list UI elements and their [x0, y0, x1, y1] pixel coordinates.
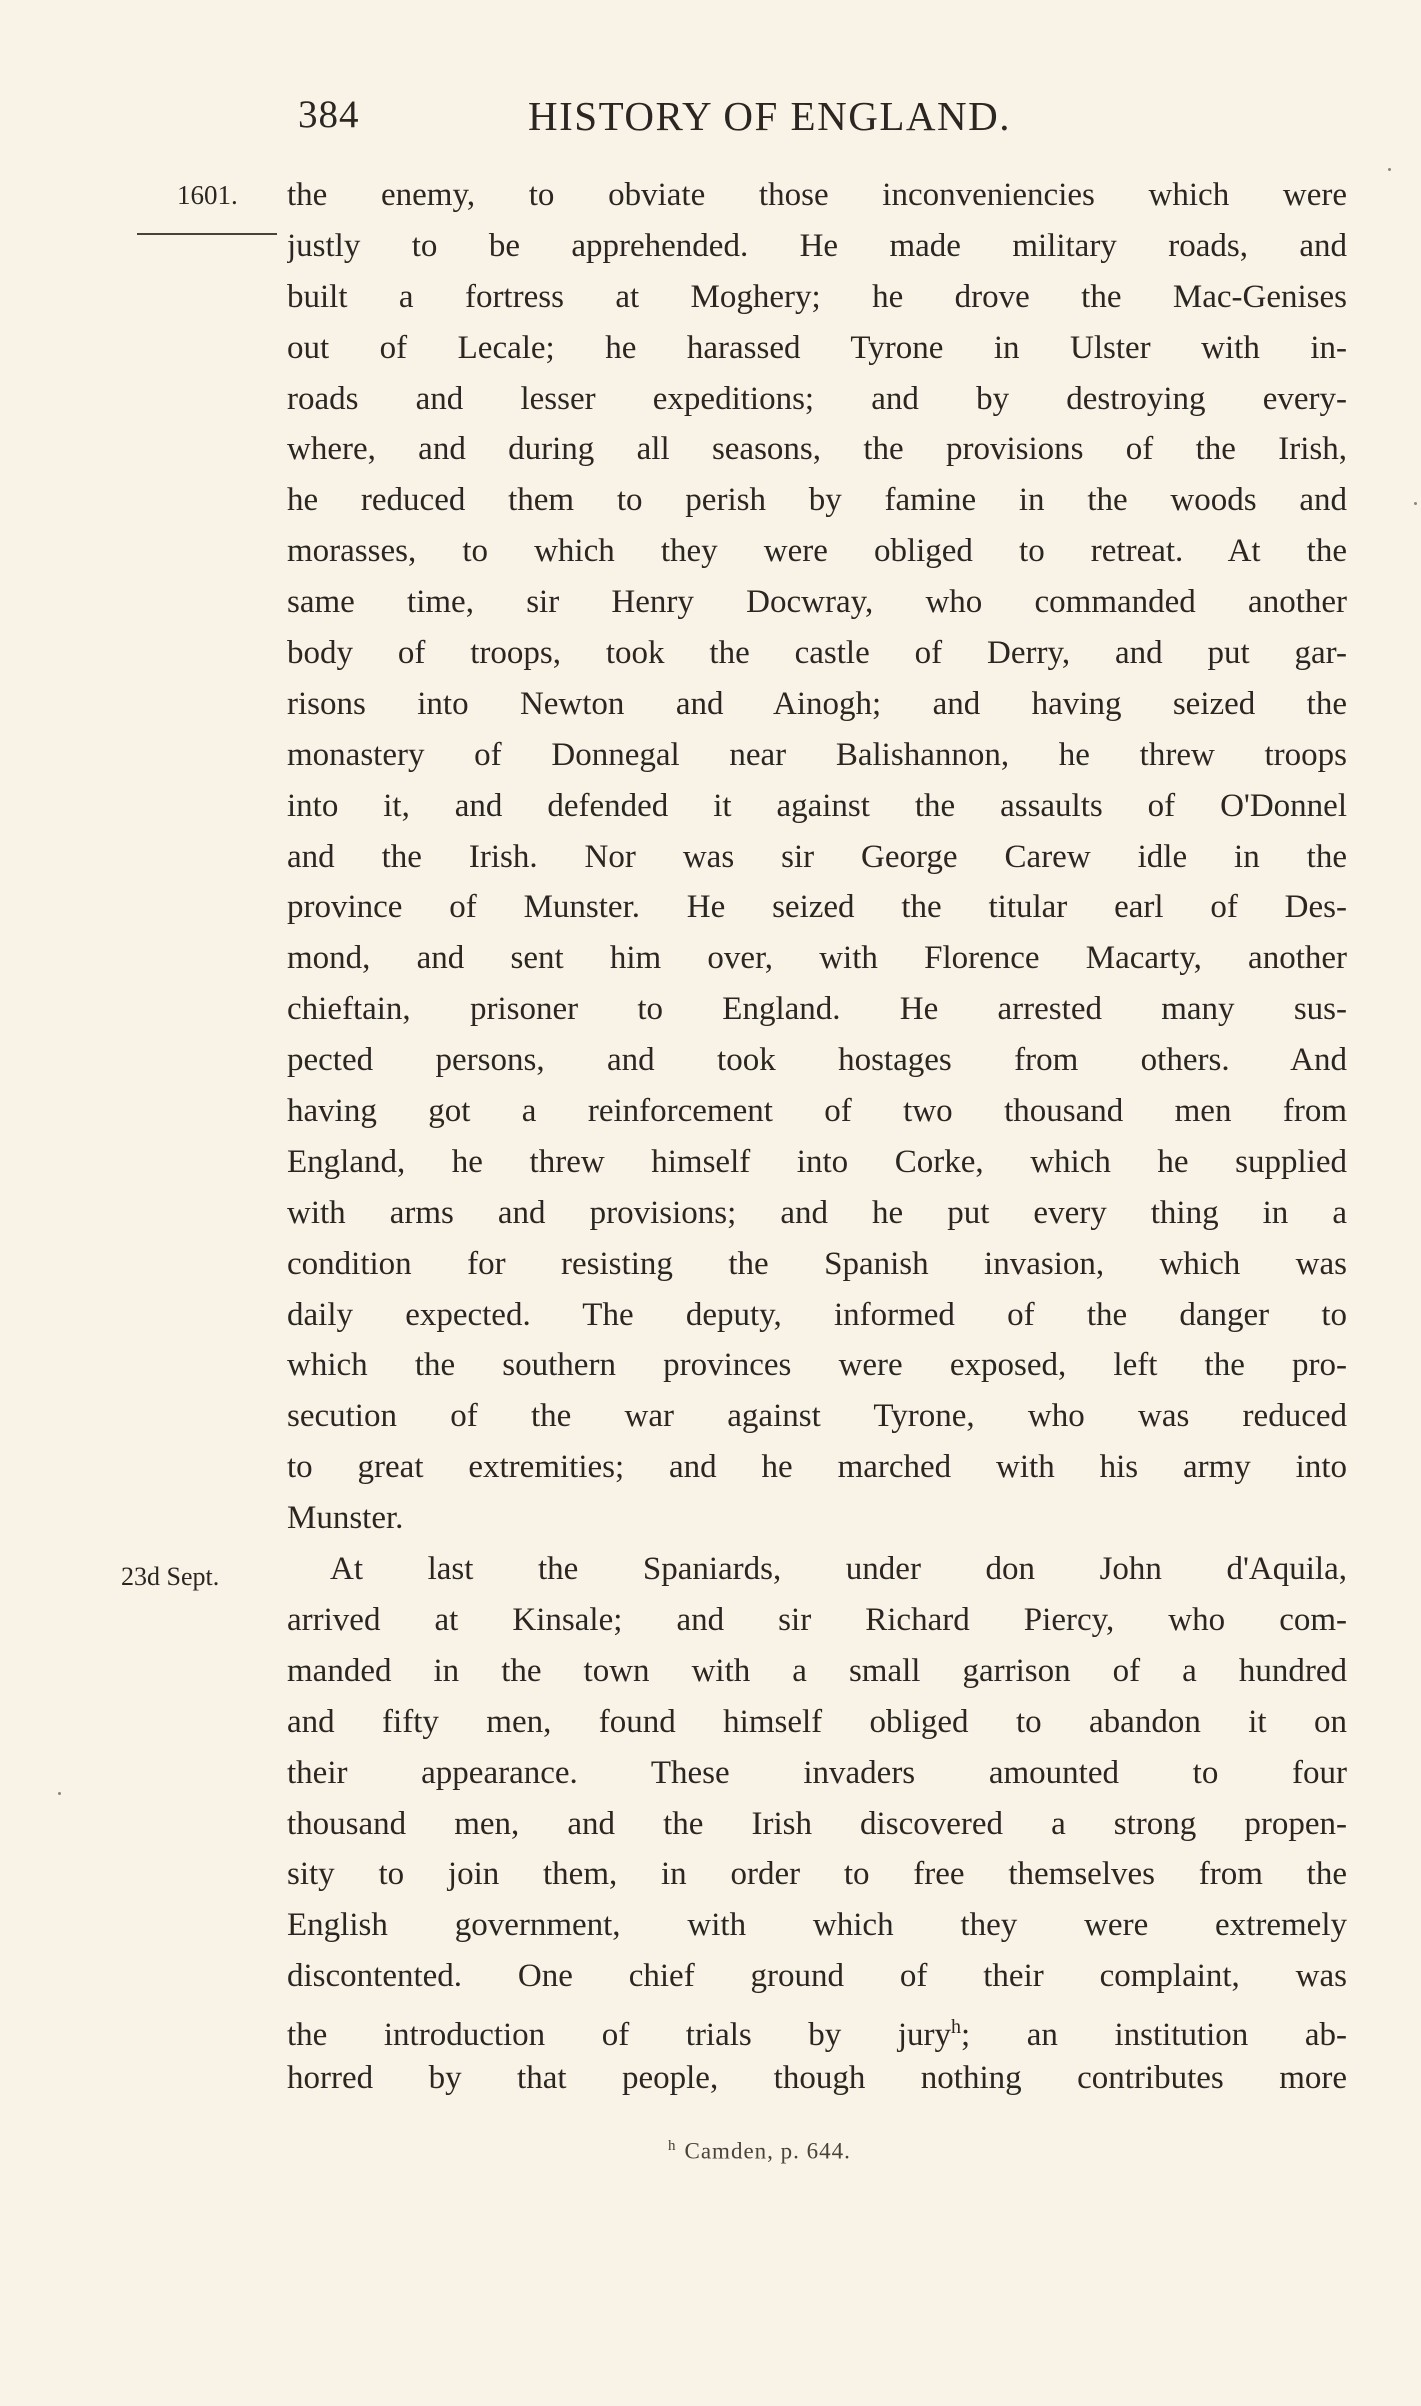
text-segment: the introduction of trials by jury — [287, 2017, 952, 2053]
text-line: out of Lecale; he harassed Tyrone in Ulster with in- — [287, 329, 1347, 366]
text-line: monastery of Donnegal near Balishannon, he threw troops — [287, 736, 1347, 773]
text-line: English government, with which they were extremely — [287, 1907, 1347, 1944]
text-line: horred by that people, though nothing contributes more — [287, 2059, 1347, 2096]
text-line: At last the Spaniards, under don John d'Aquila, — [330, 1551, 1347, 1588]
margin-note-date: 23d Sept. — [121, 1562, 220, 1591]
text-line: manded in the town with a small garrison of a hundred — [287, 1652, 1347, 1689]
running-title: HISTORY OF ENGLAND. — [528, 93, 1011, 139]
text-line: Munster. — [287, 1500, 404, 1537]
footnote — [668, 2138, 851, 2165]
text-line: daily expected. The deputy, informed of the danger to — [287, 1296, 1347, 1333]
text-line-with-footnote-ref — [287, 2002, 1347, 2053]
text-line: discontented. One chief ground of their complaint, was — [287, 1958, 1347, 1995]
text-line: and the Irish. Nor was sir George Carew idle in the — [287, 838, 1347, 875]
body-text — [287, 170, 1347, 2104]
page-header — [298, 92, 1158, 142]
text-line: thousand men, and the Irish discovered a strong propen- — [287, 1805, 1347, 1842]
margin-rule — [137, 233, 277, 235]
text-line: which the southern provinces were exposed, left the pro- — [287, 1347, 1347, 1384]
text-segment: ; an institution ab- — [961, 2017, 1347, 2053]
text-line: sity to join them, in order to free themselves from the — [287, 1856, 1347, 1893]
text-line: built a fortress at Moghery; he drove the Mac-Genises — [287, 278, 1347, 315]
paper-speck — [1414, 502, 1417, 505]
text-line: body of troops, took the castle of Derry, and put gar- — [287, 635, 1347, 672]
text-line: with arms and provisions; and he put every thing in a — [287, 1194, 1347, 1231]
text-line: England, he threw himself into Corke, which he supplied — [287, 1143, 1347, 1180]
text-line: morasses, to which they were obliged to retreat. At the — [287, 533, 1347, 570]
text-line: their appearance. These invaders amounted to four — [287, 1754, 1347, 1791]
text-line: roads and lesser expeditions; and by destroying every- — [287, 380, 1347, 417]
text-line: province of Munster. He seized the titular earl of Des- — [287, 889, 1347, 926]
text-line: pected persons, and took hostages from others. And — [287, 1042, 1347, 1079]
text-line: having got a reinforcement of two thousand men from — [287, 1093, 1347, 1130]
footnote-text: Camden, p. 644. — [684, 2138, 851, 2164]
text-line: risons into Newton and Ainogh; and having seized the — [287, 685, 1347, 722]
footnote-reference[interactable]: h — [951, 2016, 962, 2039]
page-number: 384 — [298, 93, 360, 136]
text-line: same time, sir Henry Docwray, who commanded another — [287, 584, 1347, 621]
text-line: and fifty men, found himself obliged to abandon it on — [287, 1703, 1347, 1740]
text-line: he reduced them to perish by famine in the woods and — [287, 482, 1347, 519]
text-line: secution of the war against Tyrone, who was reduced — [287, 1398, 1347, 1435]
text-line: condition for resisting the Spanish invasion, which was — [287, 1245, 1347, 1282]
text-line: mond, and sent him over, with Florence Macarty, another — [287, 940, 1347, 977]
margin-note-year: 1601. — [177, 180, 238, 210]
text-line: to great extremities; and he marched with his army into — [287, 1449, 1347, 1486]
paper-speck — [58, 1792, 61, 1795]
text-line: justly to be apprehended. He made military roads, and — [287, 227, 1347, 264]
text-line: the enemy, to obviate those inconveniencies which were — [287, 177, 1347, 213]
text-line: arrived at Kinsale; and sir Richard Piercy, who com- — [287, 1601, 1347, 1638]
text-line: chieftain, prisoner to England. He arrested many sus- — [287, 991, 1347, 1028]
text-line: where, and during all seasons, the provisions of the Irish, — [287, 431, 1347, 468]
paper-speck — [1388, 168, 1391, 171]
footnote-marker: h — [668, 2138, 677, 2154]
text-line: into it, and defended it against the assaults of O'Donnel — [287, 787, 1347, 824]
